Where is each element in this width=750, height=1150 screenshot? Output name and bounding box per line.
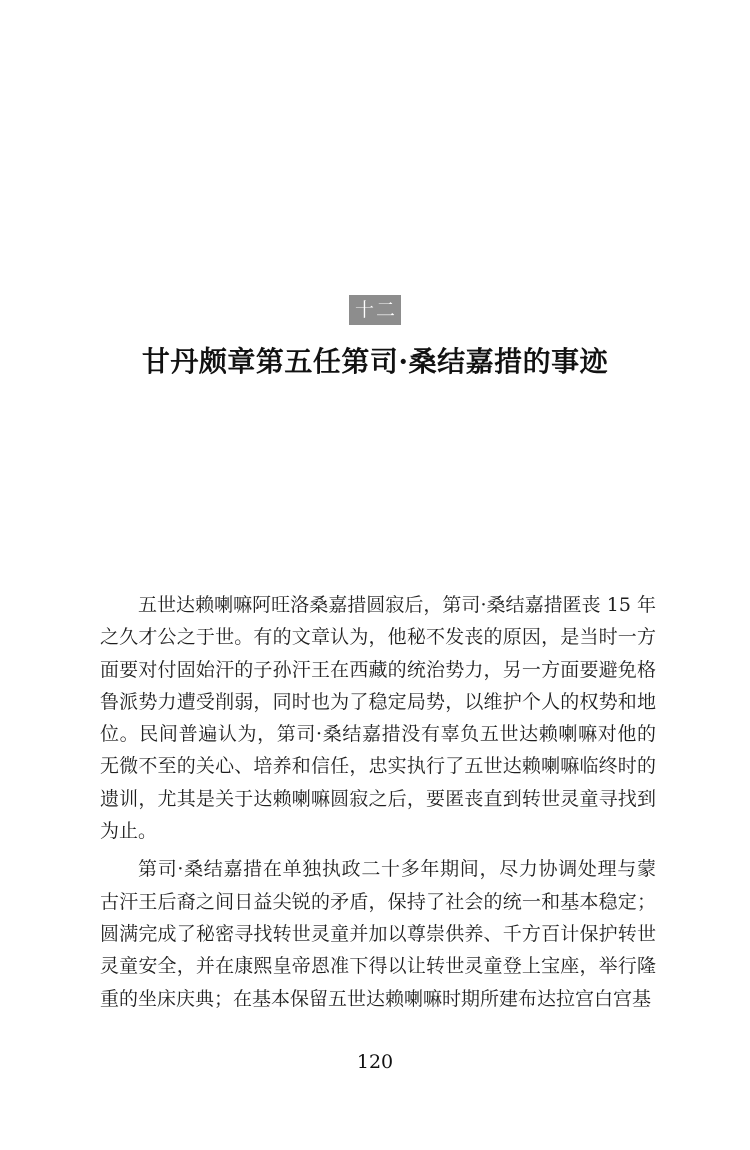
chapter-number-badge: 十二 — [349, 295, 401, 325]
chapter-body — [100, 589, 656, 1015]
page-number: 120 — [356, 1051, 394, 1073]
paragraph-2: 第司·桑结嘉措在单独执政二十多年期间，尽力协调处理与蒙古汗王后裔之间日益尖锐的矛盾，保持了社会的统一和基本稳定；圆满完成了秘密寻找转世灵童并加以尊崇供养、千方百计保护转世灵童安全，并在康熙皇帝恩准下得以让转世灵童登上宝座，举行隆重的坐床庆典；在基本保留五世达赖喇嘛时期所建布达拉宫白宫基 — [100, 858, 656, 1010]
chapter-title: 甘丹颇章第五任第司·桑结嘉措的事迹 — [141, 345, 609, 378]
paragraph-1: 五世达赖喇嘛阿旺洛桑嘉措圆寂后，第司·桑结嘉措匿丧 15 年之久才公之于世。有的文章认为，他秘不发丧的原因，是当时一方面要对付固始汗的子孙汗王在西藏的统治势力，另一方面要避免格鲁派势力遭受削弱，同时也为了稳定局势，以维护个人的权势和地位。民间普遍认为，第司·桑结嘉措没有辜负五世达赖喇嘛对他的无微不至的关心、培养和信任，忠实执行了五世达赖喇嘛临终时的遗训，尤其是关于达赖喇嘛圆寂之后，要匿丧直到转世灵童寻找到为止。 — [100, 594, 656, 843]
